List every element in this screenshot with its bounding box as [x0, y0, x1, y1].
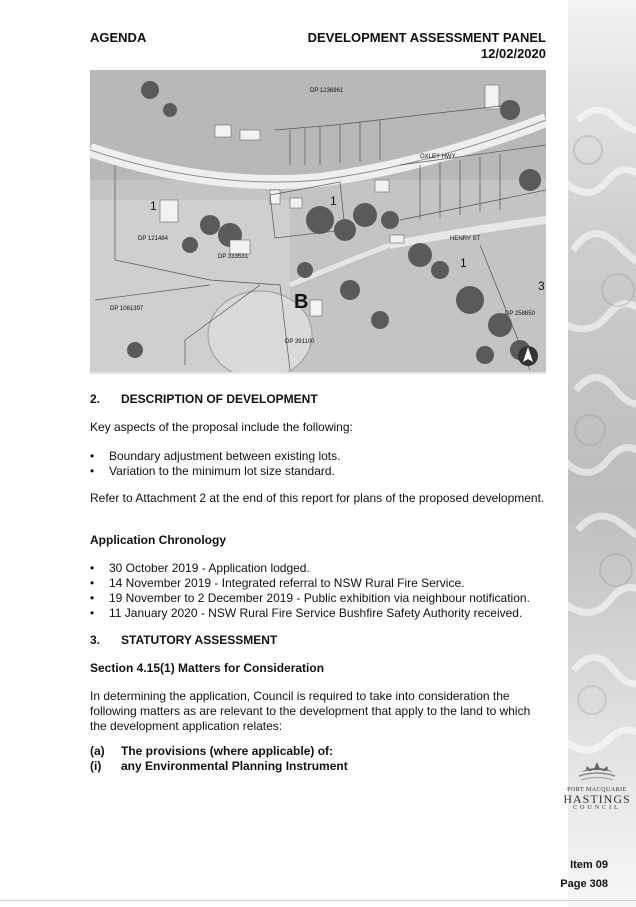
- map-label-1-c: 1: [460, 256, 467, 270]
- list-item: • 11 January 2020 - NSW Rural Fire Service Bushfire Safety Authority received.: [90, 606, 560, 621]
- agenda-label: AGENDA: [90, 30, 147, 45]
- clause-i-label: (i): [90, 759, 102, 773]
- council-logo-mark-icon: [577, 760, 617, 782]
- map-label-b: B: [294, 291, 309, 313]
- chronology-list: [90, 561, 560, 621]
- section-3-paragraph: In determining the application, Council is required to take into consideration the following matters as are relevant to the development that apply to the land to which the development application relates:: [90, 689, 531, 733]
- footer-rule: [0, 900, 636, 901]
- chronology-heading: Application Chronology: [90, 533, 226, 547]
- section-3-heading: [90, 633, 277, 647]
- map-label-1-b: 1: [330, 194, 337, 208]
- map-label-dp121: DP 121484: [138, 236, 168, 242]
- map-label-dp106: DP 1061397: [110, 306, 144, 312]
- map-label-dp391: DP 391100: [285, 339, 315, 345]
- list-item: • Boundary adjustment between existing lots.: [90, 449, 560, 464]
- list-item: • 30 October 2019 - Application lodged.: [90, 561, 560, 576]
- logo-line-1: PORT MACQUARIE: [567, 787, 627, 793]
- list-item: • 19 November to 2 December 2019 - Public exhibition via neighbour notification.: [90, 591, 560, 606]
- clause-i: [90, 759, 348, 773]
- map-label-dp258: DP 258850: [505, 311, 535, 317]
- attachment-reference: Refer to Attachment 2 at the end of this report for plans of the proposed development.: [90, 491, 545, 505]
- document-header: [308, 30, 546, 62]
- north-arrow-icon: [518, 346, 538, 366]
- map-label-oxley-hwy: OXLEY HWY: [420, 154, 456, 160]
- clause-a-text: The provisions (where applicable) of:: [121, 744, 334, 758]
- section-2-heading: [90, 392, 318, 406]
- section-2-number: 2.: [90, 392, 101, 406]
- map-label-dp-top: DP 1236961: [310, 88, 344, 94]
- page-number: Page 308: [560, 878, 608, 890]
- section-3-subtitle: Section 4.15(1) Matters for Consideration: [90, 661, 325, 675]
- list-item: • 14 November 2019 - Integrated referral to NSW Rural Fire Service.: [90, 576, 560, 591]
- section-3-number: 3.: [90, 633, 101, 647]
- clause-i-text: any Environmental Planning Instrument: [121, 759, 348, 773]
- panel-title: DEVELOPMENT ASSESSMENT PANEL: [307, 30, 546, 45]
- map-label-henry-st: HENRY ST: [450, 236, 481, 242]
- section-3-title: STATUTORY ASSESSMENT: [121, 633, 278, 647]
- logo-line-3: COUNCIL: [573, 805, 621, 811]
- aerial-map-image: [90, 70, 546, 372]
- aerial-map: [90, 70, 546, 374]
- section-2-title: DESCRIPTION OF DEVELOPMENT: [121, 392, 318, 406]
- clause-a: [90, 744, 333, 758]
- map-label-dp333: DP 333531: [218, 254, 248, 260]
- map-label-3: 3: [538, 279, 545, 293]
- development-aspects-list: [90, 449, 560, 479]
- section-2-intro: Key aspects of the proposal include the following:: [90, 420, 353, 434]
- item-number: Item 09: [570, 859, 608, 871]
- clause-a-label: (a): [90, 744, 105, 758]
- logo-line-2: HASTINGS: [563, 792, 631, 806]
- council-logo: [562, 760, 632, 811]
- list-item: • Variation to the minimum lot size standard.: [90, 464, 560, 479]
- meeting-date: 12/02/2020: [480, 46, 546, 61]
- map-label-1-a: 1: [150, 199, 157, 213]
